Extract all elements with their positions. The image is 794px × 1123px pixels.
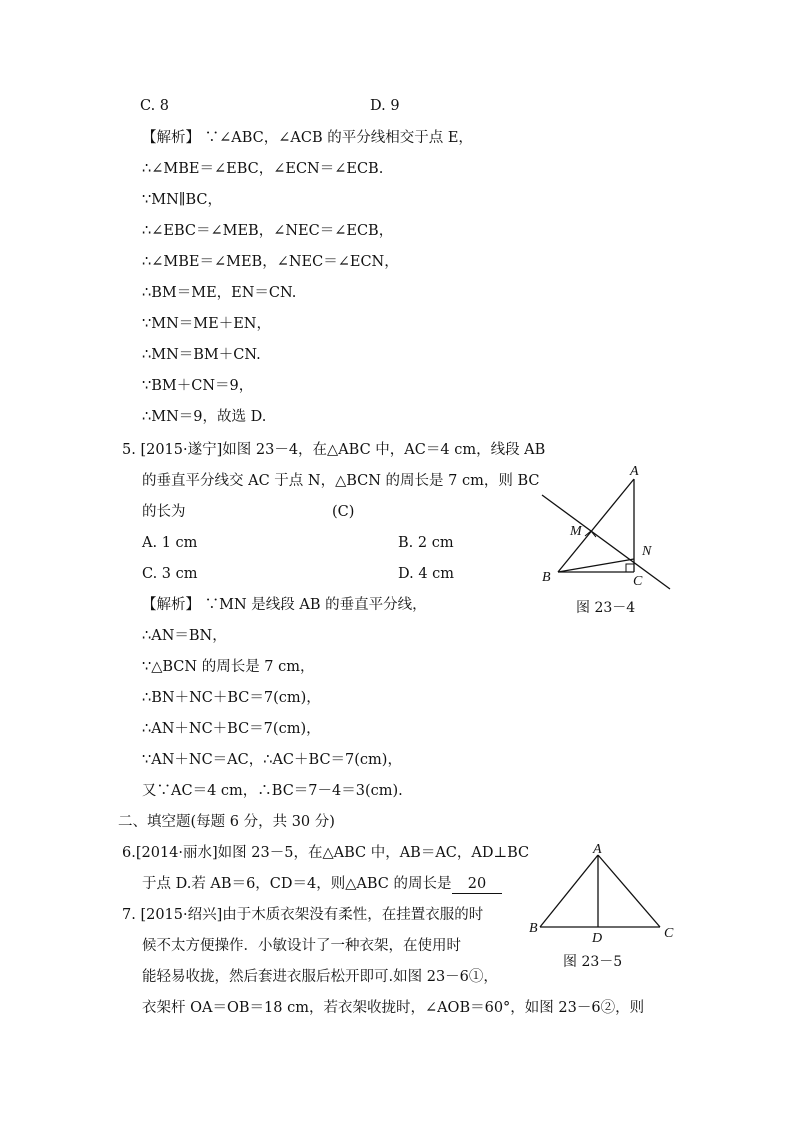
label-a: A [630,464,639,479]
question-5-line: 5. [2015·遂宁]如图 23－4，在△ABC 中，AC＝4 cm，线段 AB [122,442,546,458]
analysis-q5-line: ∴BN＋NC＋BC＝7(cm)， [142,690,321,706]
question-5-line: 的长为 [142,504,186,520]
analysis-q5-line: ∵AN＋NC＝AC，∴AC＋BC＝7(cm)， [142,752,402,768]
label-b: B [542,570,551,585]
question-7-line: 衣架杆 OA＝OB＝18 cm，若衣架收拢时，∠AOB＝60°，如图 23－6②，则 [142,1000,645,1016]
analysis-q4-line: ∴BM＝ME，EN＝CN. [142,285,297,301]
analysis-q4-line: ∵MN＝ME＋EN， [142,316,271,332]
analysis-q4-line: ∴∠MBE＝∠MEB，∠NEC＝∠ECN， [142,254,399,270]
label-m: M [570,524,582,539]
section-heading: 二、填空题(每题 6 分，共 30 分) [118,814,335,830]
question-6-line: 6.[2014·丽水]如图 23－5，在△ABC 中，AB＝AC，AD⊥BC [122,845,530,861]
analysis-q4-line: 【解析】 ∵∠ABC，∠ACB 的平分线相交于点 E， [142,130,473,146]
option-d: D. 9 [370,98,400,114]
analysis-q4-line: ∴∠MBE＝∠EBC，∠ECN＝∠ECB. [142,161,384,177]
label-b: B [529,921,538,936]
label-n: N [642,544,652,559]
analysis-q4-line: ∵BM＋CN＝9， [142,378,254,394]
figure-23-4 [530,455,690,595]
option-b: B. 2 cm [398,535,454,551]
label-c: C [633,574,643,589]
analysis-q5-line: ∴AN＋NC＋BC＝7(cm)， [142,721,321,737]
question-6-line: 于点 D.若 AB＝6，CD＝4，则△ABC 的周长是 [142,876,452,892]
analysis-q4-line: ∴MN＝BM＋CN. [142,347,261,363]
figure-23-4-caption: 图 23－4 [576,600,636,616]
figure-23-5 [529,842,700,946]
label-c: C [664,926,674,941]
question-7-line: 候不太方便操作．小敏设计了一种衣架，在使用时 [142,938,461,954]
analysis-q5-line: ∵△BCN 的周长是 7 cm， [142,659,315,675]
label-a: A [593,842,602,857]
analysis-q4-line: ∵MN∥BC， [142,192,222,208]
label-d: D [592,931,603,946]
analysis-q5-line: 【解析】 ∵MN 是线段 AB 的垂直平分线， [142,597,427,613]
question-5-line: 的垂直平分线交 AC 于点 N，△BCN 的周长是 7 cm，则 BC [142,473,540,489]
segment-ab [540,855,598,927]
option-d: D. 4 cm [398,566,455,582]
analysis-q4-line: ∴MN＝9，故选 D. [142,409,267,425]
question-7-line: 能轻易收拢，然后套进衣服后松开即可.如图 23－6①， [142,969,498,985]
option-c: C. 3 cm [142,566,198,582]
perpendicular-bisector-mn [542,495,670,589]
segment-bn [558,559,634,572]
question-5-answer: (C) [332,504,355,520]
analysis-q5-line: ∴AN＝BN， [142,628,227,644]
right-angle-mark [626,564,634,572]
figure-23-5-caption: 图 23－5 [563,954,623,970]
option-c: C. 8 [140,98,170,114]
segment-ac [598,855,660,927]
question-7-line: 7. [2015·绍兴]由于木质衣架没有柔性，在挂置衣服的时 [122,907,484,923]
question-6-answer: 20 [452,875,502,894]
analysis-q4-line: ∴∠EBC＝∠MEB，∠NEC＝∠ECB， [142,223,394,239]
analysis-q5-line: 又∵AC＝4 cm，∴BC＝7－4＝3(cm). [142,783,403,799]
option-a: A. 1 cm [142,535,198,551]
